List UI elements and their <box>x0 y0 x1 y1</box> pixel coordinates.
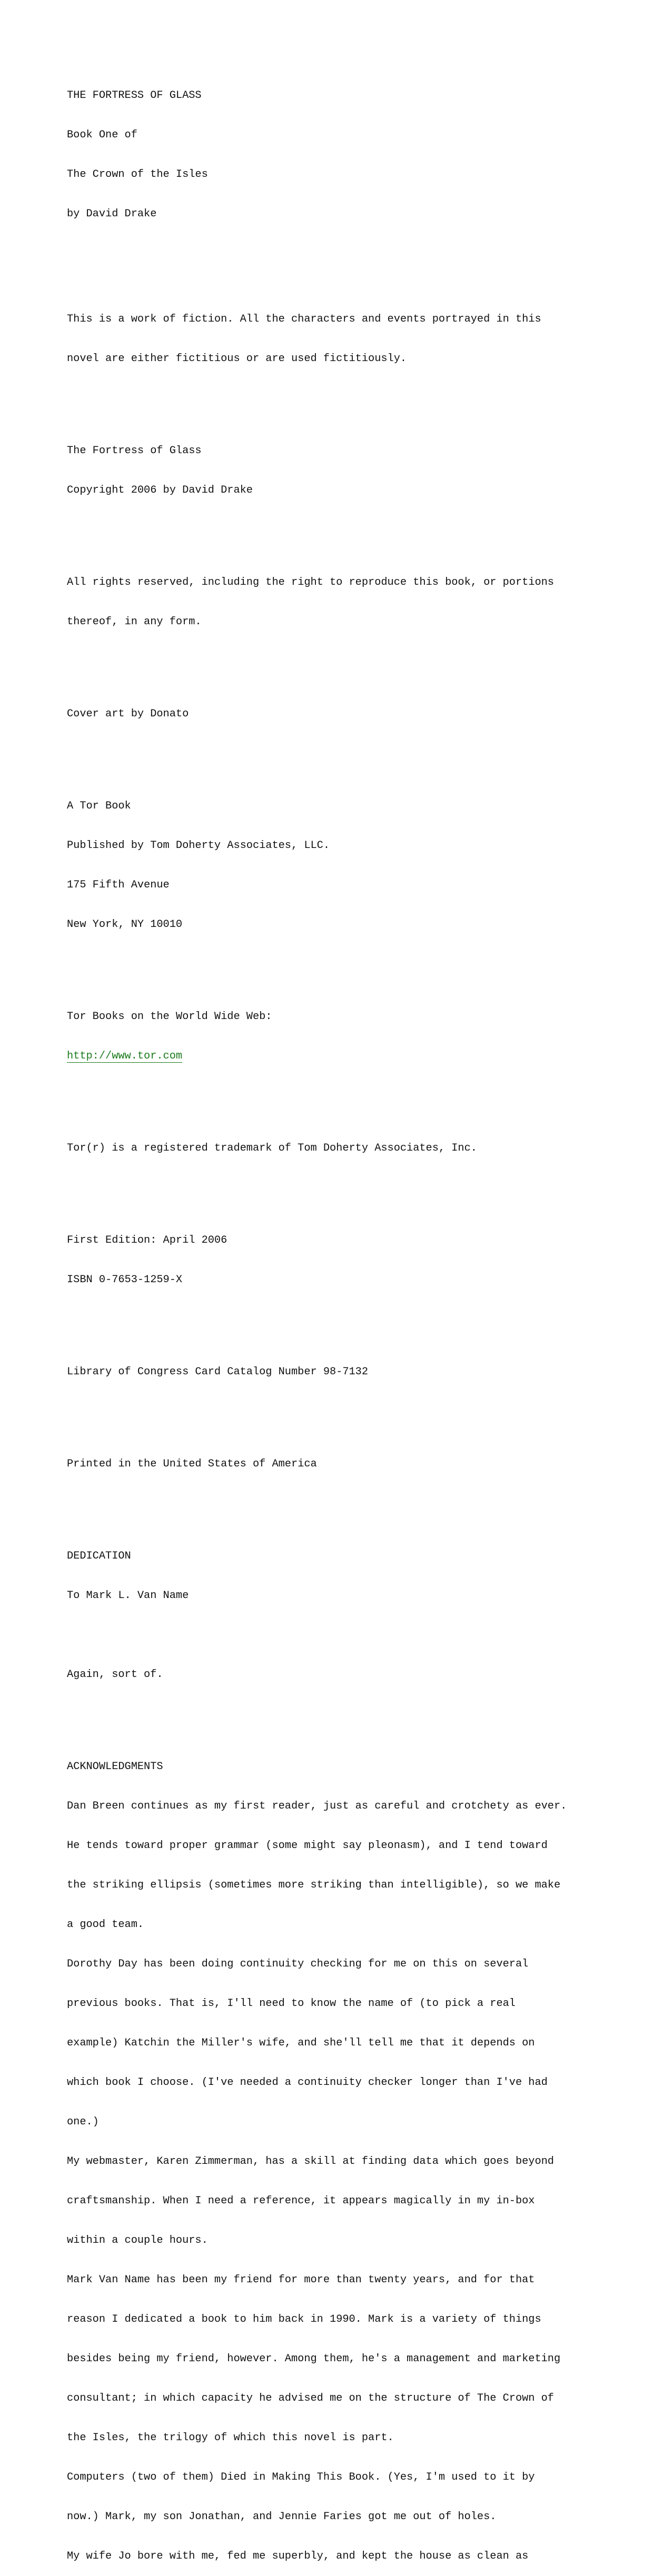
ack-line: now.) Mark, my son Jonathan, and Jennie Faries got me out of holes. <box>67 2511 497 2523</box>
ack-line: My webmaster, Karen Zimmerman, has a skill at finding data which goes beyond <box>67 2155 554 2168</box>
publisher-imprint: A Tor Book <box>67 800 131 812</box>
rights-line-1: All rights reserved, including the right to reproduce this book, or portions <box>67 576 554 588</box>
ack-line: reason I dedicated a book to him back in 1990. Mark is a variety of things <box>67 2313 541 2325</box>
web-label: Tor Books on the World Wide Web: <box>67 1011 272 1023</box>
edition-line: First Edition: April 2006 <box>67 1234 227 1246</box>
ack-line: which book I choose. (I've needed a continuity checker longer than I've had <box>67 2076 548 2089</box>
rights-line-2: thereof, in any form. <box>67 616 202 628</box>
ack-line: craftsmanship. When I need a reference, it appears magically in my in-box <box>67 2195 535 2207</box>
ack-line: Computers (two of them) Died in Making This Book. (Yes, I'm used to it by <box>67 2471 535 2483</box>
publisher-city: New York, NY 10010 <box>67 918 183 931</box>
ack-line: consultant; in which capacity he advised me on the structure of The Crown of <box>67 2392 554 2404</box>
ack-line: He tends toward proper grammar (some might say pleonasm), and I tend toward <box>67 1840 548 1852</box>
acknowledgments-heading: ACKNOWLEDGMENTS <box>67 1761 163 1773</box>
ack-line: the striking ellipsis (sometimes more striking than intelligible), so we make <box>67 1879 561 1891</box>
author-line: by David Drake <box>67 208 157 220</box>
ack-line: a good team. <box>67 1919 144 1931</box>
ack-line: example) Katchin the Miller's wife, and she'll tell me that it depends on <box>67 2037 535 2049</box>
dedication-heading: DEDICATION <box>67 1550 131 1562</box>
ack-line: Mark Van Name has been my friend for more than twenty years, and for that <box>67 2274 535 2286</box>
ack-line: Dorothy Day has been doing continuity checking for me on this on several <box>67 1958 529 1970</box>
publisher-name: Published by Tom Doherty Associates, LLC. <box>67 840 330 852</box>
fiction-notice-line-2: novel are either fictitious or are used fictitiously. <box>67 353 407 365</box>
ack-line: besides being my friend, however. Among them, he's a management and marketing <box>67 2353 561 2365</box>
printed-in: Printed in the United States of America <box>67 1458 317 1470</box>
ack-line: within a couple hours. <box>67 2234 208 2246</box>
cover-art-credit: Cover art by Donato <box>67 708 189 720</box>
book-title: THE FORTRESS OF GLASS <box>67 89 202 102</box>
copyright-line: Copyright 2006 by David Drake <box>67 484 253 496</box>
ack-line: the Isles, the trilogy of which this novel is part. <box>67 2432 394 2444</box>
series-line: Book One of <box>67 129 137 141</box>
series-name: The Crown of the Isles <box>67 168 208 181</box>
copyright-title: The Fortress of Glass <box>67 445 202 457</box>
document-page <box>67 63 593 2576</box>
dedication-recipient: To Mark L. Van Name <box>67 1590 189 1602</box>
tor-website-link[interactable]: http://www.tor.com <box>67 1050 183 1062</box>
trademark-notice: Tor(r) is a registered trademark of Tom Doherty Associates, Inc. <box>67 1142 477 1154</box>
ack-line: My wife Jo bore with me, fed me superbly, and kept the house as clean as <box>67 2550 529 2562</box>
ack-line: one.) <box>67 2116 99 2128</box>
publisher-street: 175 Fifth Avenue <box>67 879 170 891</box>
fiction-notice-line-1: This is a work of fiction. All the characters and events portrayed in this <box>67 313 541 325</box>
ack-line: Dan Breen continues as my first reader, just as careful and crotchety as ever. <box>67 1800 567 1812</box>
isbn-line: ISBN 0-7653-1259-X <box>67 1274 183 1286</box>
web-link-line <box>67 1050 593 1063</box>
dedication-note: Again, sort of. <box>67 1669 163 1681</box>
ack-line: previous books. That is, I'll need to know the name of (to pick a real <box>67 1998 516 2010</box>
loc-number: Library of Congress Card Catalog Number 98-7132 <box>67 1366 369 1378</box>
